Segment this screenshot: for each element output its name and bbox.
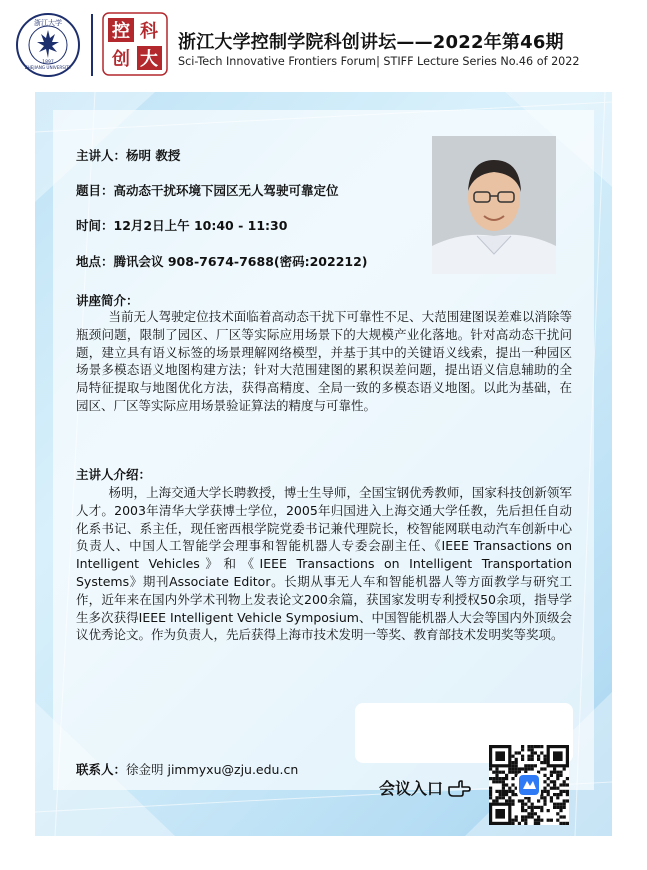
stiff-logo (102, 12, 168, 76)
page-subtitle: Sci-Tech Innovative Frontiers Forum| STIFF Lecture Series No.46 of 2022 (178, 55, 580, 68)
contact-value[interactable]: 徐金明 jimmyxu@zju.edu.cn (126, 762, 299, 777)
topic-line: 题目：高动态干扰环境下园区无人驾驶可靠定位 (76, 183, 339, 198)
qr-code-icon (489, 745, 569, 825)
speaker-line: 主讲人：杨明 教授 (76, 148, 181, 163)
hand-pointing-right-icon (447, 779, 471, 797)
speaker-photo (432, 136, 556, 274)
meeting-entry-label: 会议入口 (379, 779, 444, 798)
page-title: 浙江大学控制学院科创讲坛——2022年第46期 (178, 32, 564, 53)
svg-text:科: 科 (140, 21, 158, 42)
contact-line (76, 760, 298, 778)
zju-logo-english: ZHEJIANG UNIVERSITY (24, 65, 72, 70)
meeting-qr-code[interactable] (489, 745, 569, 825)
intro-heading: 讲座简介： (76, 293, 139, 308)
header-divider (91, 14, 93, 76)
contact-label: 联系人： (76, 762, 127, 777)
place-line: 地点：腾讯会议 908-7674-7688(密码:202212) (76, 254, 368, 269)
intro-text: 当前无人驾驶定位技术面临着高动态干扰下可靠性不足、大范围建图误差难以消除等瓶颈问题，限制了园区、厂区等实际应用场景下的大规模产业化落地。针对高动态干扰问题，建立具有语义标签的场景理解网络模型，并基于其中的关键语义线索，提出一种园区场景多模态语义地图构建方法；针对大范围建图的累积误差问题，提出语义信息辅助的全局特征提取与地图优化方法，获得高精度、全局一致的多模态语义地图。以此为基础，在园区、厂区等实际应用场景验证算法的精度与可靠性。 (76, 309, 572, 413)
bio-heading: 主讲人介绍： (76, 467, 152, 482)
bio-text: 杨明，上海交通大学长聘教授，博士生导师，全国宝钢优秀教师，国家科技创新领军人才。2003年清华大学获博士学位，2005年归国进入上海交通大学任教，先后担任自动化系书记、系主任，现任密西根学院党委书记兼代理院长，校智能网联电动汽车创新中心负责人、中国人工智能学会理事和智能机器人专委会副主任、《IEEE Transactions on Intelligent Vehicles》和《IEEE Transactions on Intelligent Transportation Systems》期刊Associate Editor。长期从事无人车和智能机器人等方面教学与研究工作，近年来在国内外学术刊物上发表论文200余篇，获国家发明专利授权50余项，指导学生多次获得IEEE Intelligent Vehicle Symposium、中国智能机器人大会等国内外顶级会议优秀论文。作为负责人，先后获得上海市技术发明一等奖、教育部技术发明奖等奖项。 (76, 485, 572, 643)
zju-logo-text: 浙江大学 (34, 19, 62, 27)
svg-text:创: 创 (112, 49, 130, 70)
svg-text:大: 大 (140, 49, 158, 70)
time-line: 时间：12月2日上午 10:40 - 11:30 (76, 218, 288, 233)
zju-logo-year: 1897 (42, 60, 54, 65)
zju-logo (15, 12, 81, 78)
svg-text:控: 控 (112, 21, 130, 42)
header (0, 0, 647, 92)
meeting-entry[interactable] (379, 776, 471, 799)
